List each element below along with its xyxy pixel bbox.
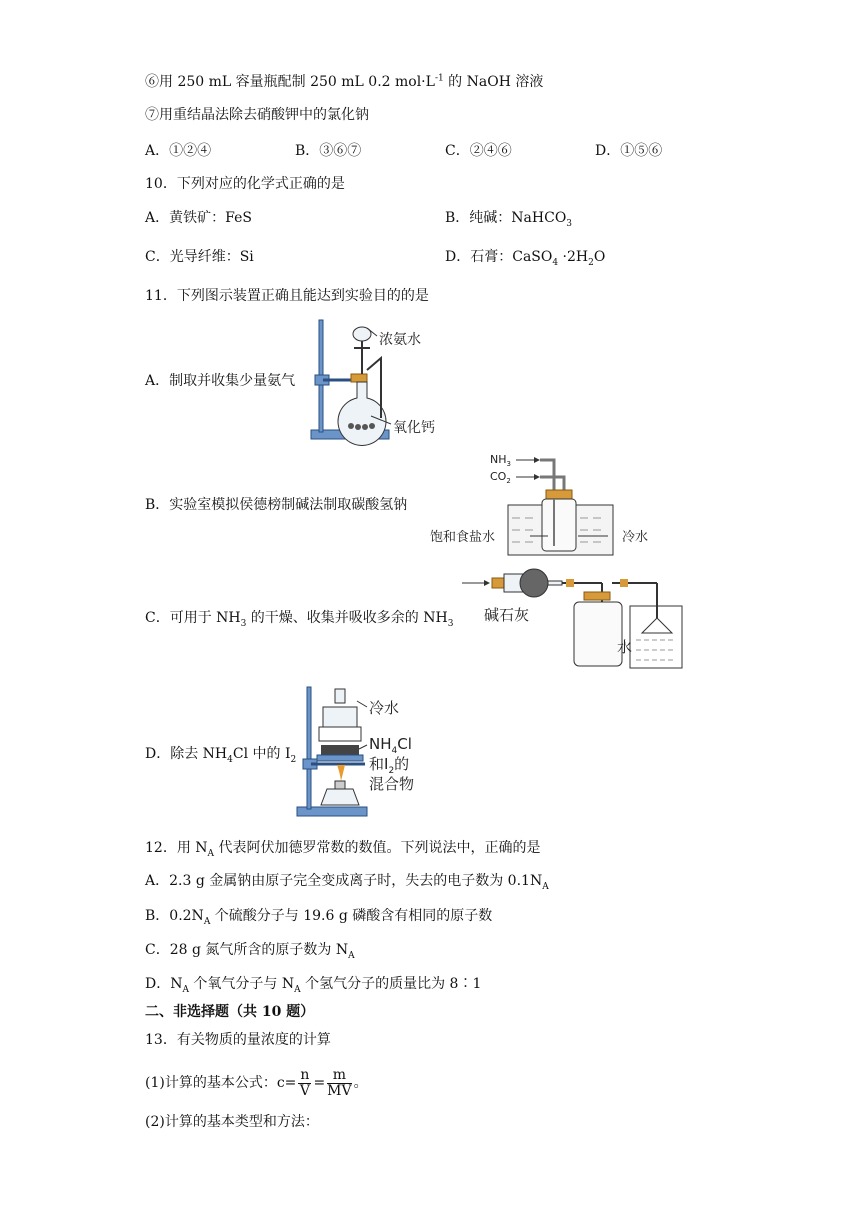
figure-b-right-label: 冷水: [622, 530, 649, 545]
figure-d-mixture-line2: 和$I_2$的: [369, 755, 410, 776]
figure-d-cold-water-label: 冷水: [369, 699, 400, 717]
q9-option-b: B．③⑥⑦: [295, 143, 362, 159]
q13-formula: (1)计算的基本公式：c= $\frac{n}{V}$ = $\frac{m}{MV}$ 。: [145, 1066, 368, 1099]
figure-b-gas2: $CO_2$: [490, 470, 511, 485]
q10-stem: 10．下列对应的化学式正确的是: [145, 176, 345, 192]
q11-option-a: A．制取并收集少量氨气: [145, 373, 296, 389]
q12-option-b: B．$0.2N_A$ 个硫酸分子与 19.6 g 磷酸含有相同的原子数: [145, 908, 493, 927]
figure-b-left-label: 饱和食盐水: [430, 530, 496, 545]
q9-option-d: D．①⑤⑥: [595, 143, 663, 159]
q11-stem: 11．下列图示装置正确且能达到实验目的的是: [145, 288, 429, 304]
figure-b-soda-apparatus: [430, 450, 660, 560]
q11-option-d: D．除去 $NH_4Cl$ 中的 $I_2$: [145, 746, 297, 765]
figure-a-ammonia-apparatus: [305, 318, 445, 443]
fraction-m-over-mv: $\frac{m}{MV}$: [327, 1066, 352, 1099]
figure-a-top-label: 浓氨水: [379, 332, 421, 348]
item-7: ⑦用重结晶法除去硝酸钾中的氯化钠: [145, 107, 369, 123]
q13-part-2: (2)计算的基本类型和方法：: [145, 1114, 319, 1130]
q13-stem: 13．有关物质的量浓度的计算: [145, 1032, 331, 1048]
figure-a-bottom-label: 氧化钙: [393, 420, 435, 436]
q12-option-a: A．2.3 g 金属钠由原子完全变成离子时，失去的电子数为 $0.1N_A$: [145, 873, 549, 892]
figure-c-lime-label: 碱石灰: [484, 606, 530, 624]
q10-option-c: C．光导纤维：Si: [145, 249, 254, 265]
q10-option-b: B．纯碱：NaHCO$_3$: [445, 210, 573, 229]
q12-option-c: C．28 g 氮气所含的原子数为 $N_A$: [145, 942, 355, 961]
q9-option-a: A．①②④: [145, 143, 212, 159]
q12-option-d: D．$N_A$ 个氧气分子与 $N_A$ 个氢气分子的质量比为 8∶1: [145, 976, 482, 995]
item-6: ⑥用 250 mL 容量瓶配制 250 mL 0.2 $mol\cdot L^{-1}$ 的 NaOH 溶液: [145, 73, 544, 90]
figure-c-water-label: 水: [617, 638, 633, 656]
q10-option-a: A．黄铁矿：FeS: [145, 210, 252, 226]
figure-b-gas1: $NH_3$: [490, 453, 511, 468]
q12-stem: 12．用 $N_A$ 代表阿伏加德罗常数的数值。下列说法中，正确的是: [145, 840, 541, 859]
q9-option-c: C．②④⑥: [445, 143, 512, 159]
q10-option-d: D．石膏：CaSO$_4$ $\cdot 2H_2O$: [445, 249, 606, 268]
figure-c-drying-apparatus: [462, 568, 692, 673]
fraction-n-over-v: $\frac{n}{V}$: [299, 1066, 310, 1099]
q11-option-c: C．可用于 $NH_3$ 的干燥、收集并吸收多余的 $NH_3$: [145, 610, 454, 629]
figure-d-mixture-line1: $NH_4Cl$: [369, 735, 412, 756]
figure-d-sublimation-apparatus: [295, 685, 445, 820]
figure-d-mixture-line3: 混合物: [369, 775, 415, 793]
q11-option-b: B．实验室模拟侯德榜制碱法制取碳酸氢钠: [145, 497, 408, 513]
section-heading: 二、非选择题（共 10 题）: [145, 1004, 315, 1020]
